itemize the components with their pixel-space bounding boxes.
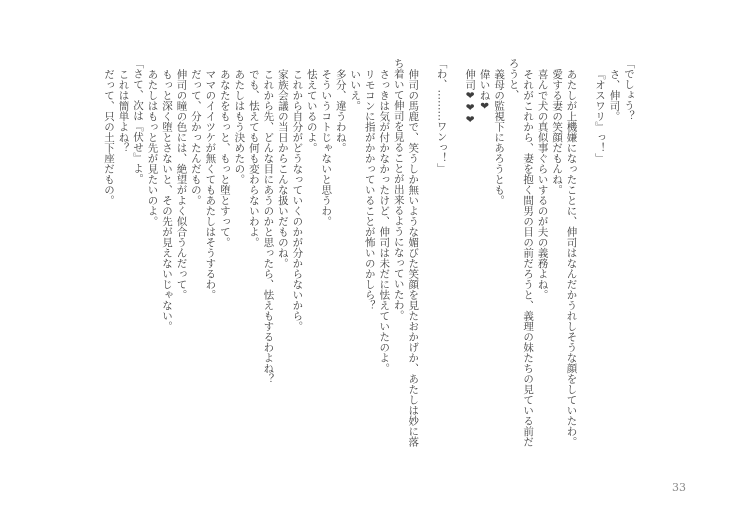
text-line: 「でしょう？ [623,58,635,121]
text-line: 多分、違うわね。 [334,68,347,153]
text-line: リモコンに指がかかっていることが怖いのかしら？ [363,68,376,310]
text-line: 『オスワリ』っ！」 [594,68,607,163]
text-line: 家族会議の当日からこんな扱いだものね。 [276,68,289,268]
text-line: 伸司の瞳の色には、絶望がよく似合うんだって。 [175,68,188,300]
text-line: でも、怯えても何も変わらないわよ。 [247,68,260,247]
text-line: 怯えているのよ。 [305,68,318,153]
text-line: 愛する妻の笑顔だもんね。 [551,68,564,195]
text-line: あなたをもっと、もっと堕とすって。 [218,68,231,247]
text-line: だって、只の土下座だもの。 [103,68,116,205]
text-line: 伸司の馬鹿で、笑うしか無いような媚びた笑顔を見たおかげか、あたしは妙に落ち着いて伸司を見ることが出来るようになっていたわ。 [392,58,420,447]
page-number: 33 [672,481,686,494]
text-line: そういうコトじゃないと思うわ。 [320,68,333,226]
text-line: もっと深く堕とさないと、その先が見えないじゃない。 [160,68,173,331]
text-line: これから自分がどうなっていくのかが分からないから。 [291,68,304,331]
text-line: 伸司❤❤❤ [464,68,477,126]
text-line: 義母の監視下にあろうとも。 [493,68,506,205]
text-line: だって、分かったんだもの。 [189,68,202,205]
text-line: それがこれから、妻を抱く間男の目の前だろうと、義理の妹たちの見ている前だろうと、 [507,58,535,447]
text-line: 偉いね❤ [478,68,491,112]
vertical-text-block [88,58,636,448]
text-line: 「さて、次は『伏せ』よ。 [131,58,144,184]
text-line: ママのイイツケが無くてもあたしはそうするわ。 [204,68,217,300]
text-line: あたしが上機嫌になったことに、伸司はなんだかうれしそうな顔をしていたわ。 [565,68,578,447]
text-line: あたしはもう決めたの。 [233,68,246,184]
text-line: これから先、どんな目にあうのかと思ったら、怯えもするわよね？ [262,68,275,384]
text-line: 喜んで犬の真似事ぐらいするのが夫の義務よね。 [536,68,549,300]
text-line: 「わ、………ワンっ！」 [435,58,448,174]
text-line: あたしはもっと先が見たいのよ。 [146,68,159,226]
text-line: さ、伸司。 [608,68,621,121]
text-line: いいえ。 [349,68,362,111]
text-line: これは簡単よね？ [117,68,130,153]
text-line: さっきは気が付かなかったけど、伸司は未だに怯えていたのよ。 [378,68,391,373]
